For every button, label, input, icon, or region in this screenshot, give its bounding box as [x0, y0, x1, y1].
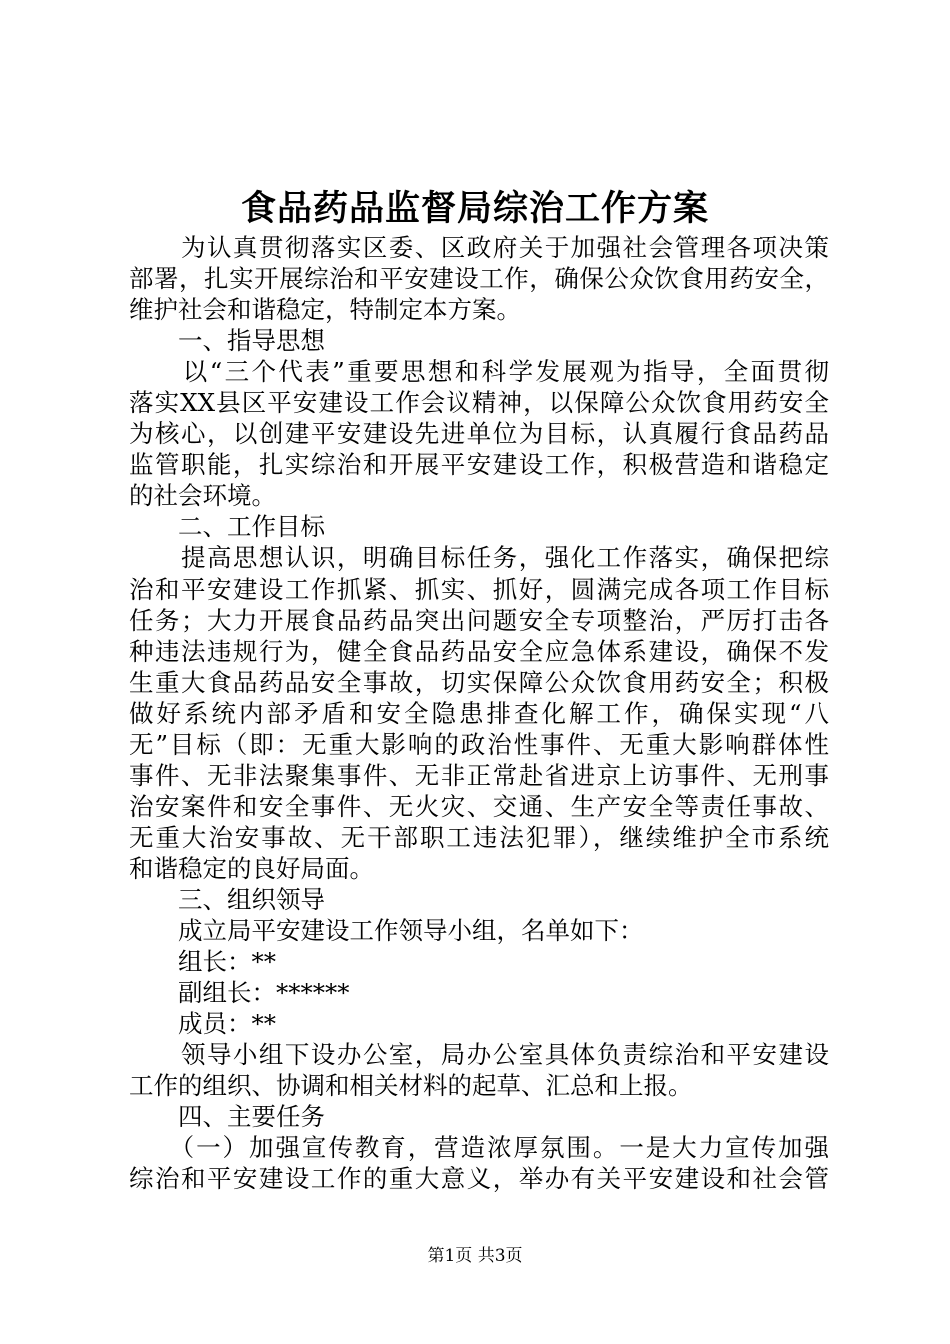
body-line: 生重大食品药品安全事故，切实保障公众饮食用药安全；积极: [129, 667, 829, 697]
body-line: 为认真贯彻落实区委、区政府关于加强社会管理各项决策: [129, 233, 829, 262]
body-line: 落实XX县区平安建设工作会议精神，以保障公众饮食用药安全: [129, 388, 829, 418]
body-line: 为核心，以创建平安建设先进单位为目标，认真履行食品药品: [129, 419, 829, 449]
section-heading: 二、工作目标: [129, 512, 325, 542]
body-line: 部署，扎实开展综治和平安建设工作，确保公众饮食用药安全，: [129, 264, 829, 294]
body-line: 和谐稳定的良好局面。: [129, 853, 374, 883]
body-line: 的社会环境。: [129, 481, 276, 511]
body-line: 无重大治安事故、无干部职工违法犯罪），继续维护全市系统: [129, 822, 829, 852]
body-line: 维护社会和谐稳定，特制定本方案。: [129, 295, 521, 325]
body-line: 任务；大力开展食品药品突出问题安全专项整治，严厉打击各: [129, 605, 829, 635]
body-line: 治安案件和安全事件、无火灾、交通、生产安全等责任事故、: [129, 791, 829, 821]
document-title: 食品药品监督局综治工作方案: [240, 188, 709, 229]
page-footer: 第1页 共3页: [427, 1246, 523, 1266]
body-line: 综治和平安建设工作的重大意义，举办有关平安建设和社会管: [129, 1164, 829, 1194]
body-line: 工作的组织、协调和相关材料的起草、汇总和上报。: [129, 1071, 693, 1101]
body-line: （一）加强宣传教育，营造浓厚氛围。一是大力宣传加强: [129, 1133, 829, 1163]
section-heading: 四、主要任务: [129, 1102, 325, 1132]
body-line: 监管职能，扎实综治和开展平安建设工作，积极营造和谐稳定: [129, 450, 829, 480]
body-line: 提高思想认识，明确目标任务，强化工作落实，确保把综: [129, 543, 829, 573]
body-line: 做好系统内部矛盾和安全隐患排查化解工作，确保实现“八: [129, 698, 829, 728]
body-line: 副组长：******: [129, 978, 350, 1008]
body-line: 事件、无非法聚集事件、无非正常赴省进京上访事件、无刑事: [129, 760, 829, 790]
body-line: 以“三个代表”重要思想和科学发展观为指导，全面贯彻: [129, 357, 829, 387]
section-heading: 一、指导思想: [129, 326, 325, 356]
body-line: 治和平安建设工作抓紧、抓实、抓好，圆满完成各项工作目标: [129, 574, 829, 604]
body-line: 无”目标（即：无重大影响的政治性事件、无重大影响群体性: [129, 729, 829, 759]
body-line: 成立局平安建设工作领导小组，名单如下：: [129, 916, 644, 946]
document-body: [129, 232, 829, 1194]
body-line: 领导小组下设办公室，局办公室具体负责综治和平安建设: [129, 1040, 829, 1070]
body-line: 种违法违规行为，健全食品药品安全应急体系建设，确保不发: [129, 636, 829, 666]
body-line: 组长：**: [129, 947, 276, 977]
section-heading: 三、组织领导: [129, 884, 325, 914]
body-line: 成员：**: [129, 1009, 276, 1039]
